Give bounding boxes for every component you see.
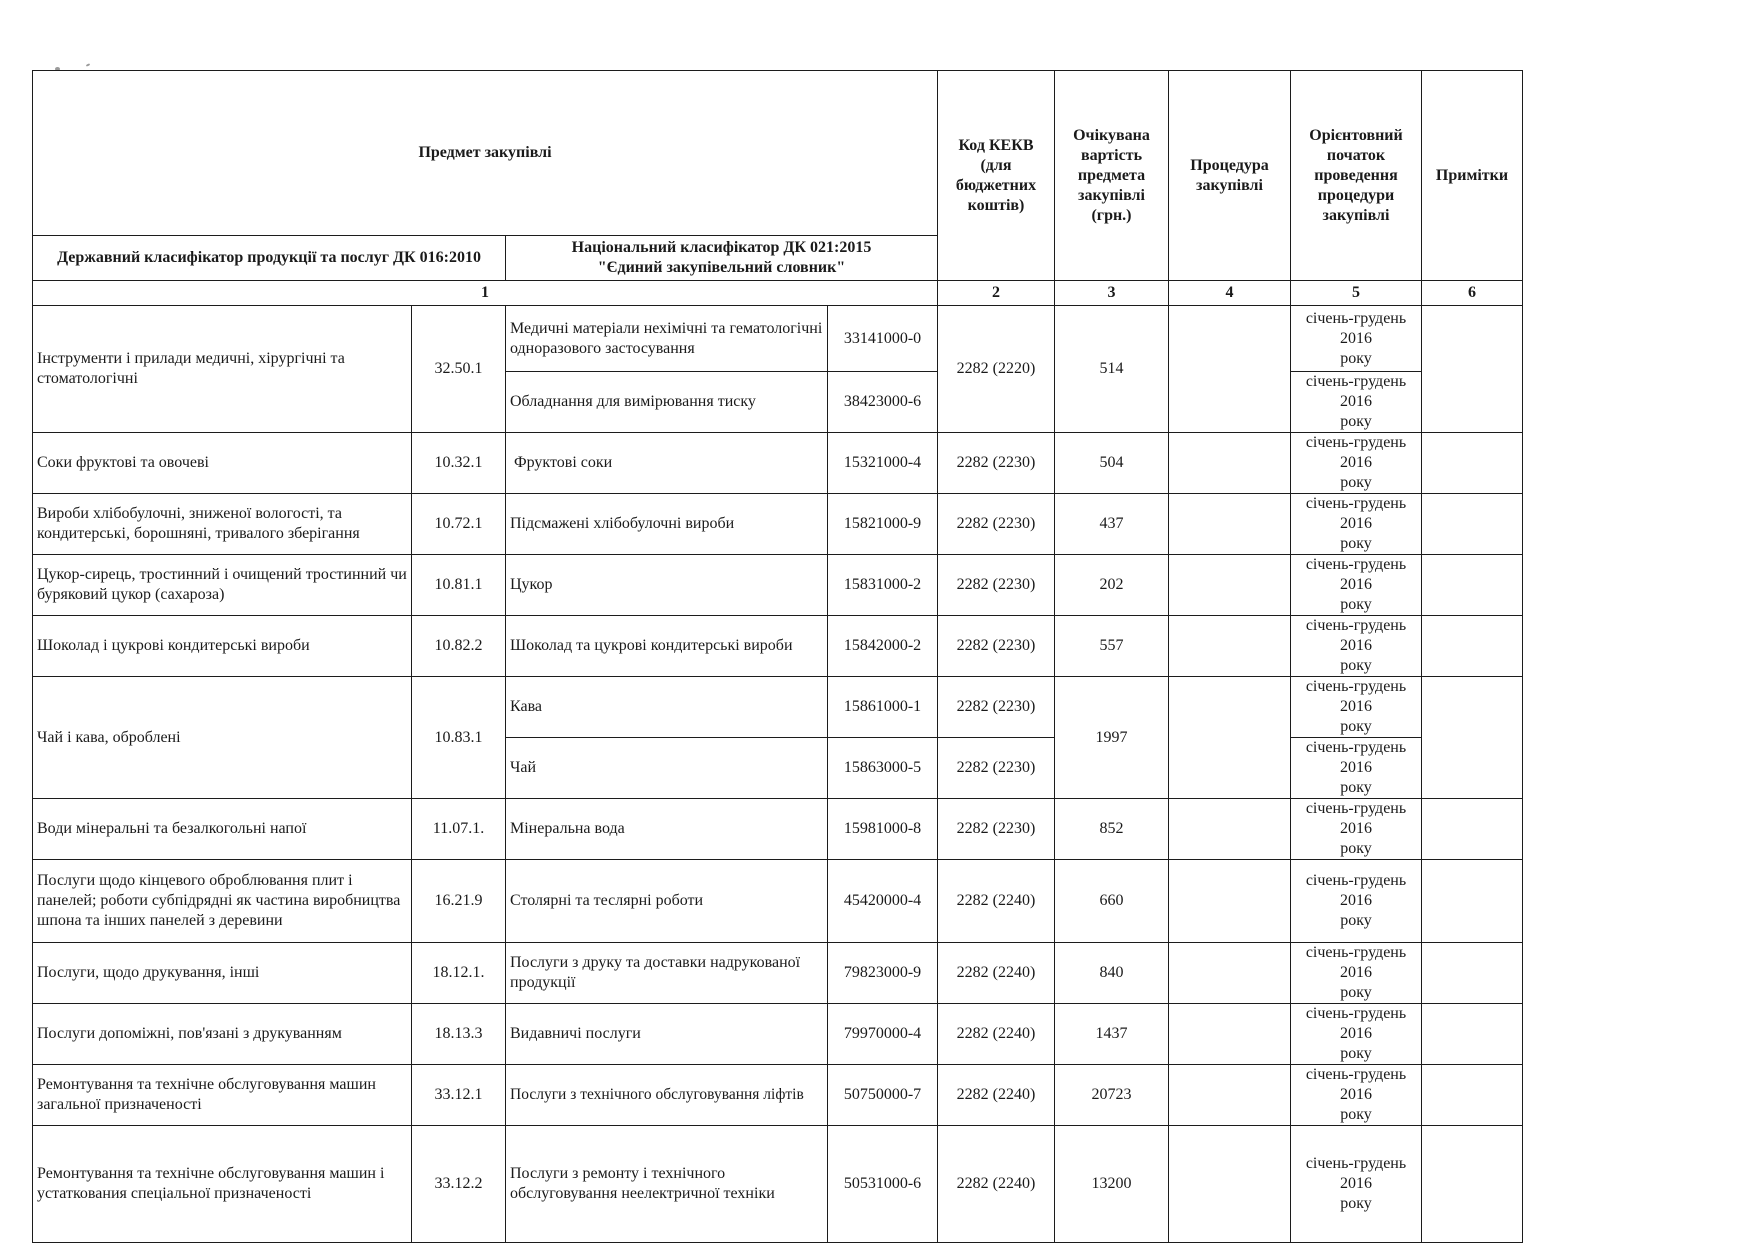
dk021-name: Послуги з друку та доставки надрукованої продукції xyxy=(506,943,828,1004)
procedure-cell xyxy=(1169,799,1291,860)
dk021-name: Обладнання для вимірювання тиску xyxy=(506,372,828,433)
notes-cell xyxy=(1422,616,1523,677)
dk016-name: Чай і кава, оброблені xyxy=(33,677,412,799)
dk021-name: Чай xyxy=(506,738,828,799)
table-row xyxy=(33,677,1523,738)
start-date xyxy=(1291,1004,1422,1065)
expected-cost: 20723 xyxy=(1055,1065,1169,1126)
start-date xyxy=(1291,494,1422,555)
expected-cost: 202 xyxy=(1055,555,1169,616)
expected-cost: 852 xyxy=(1055,799,1169,860)
date-line1: січень-грудень 2016 xyxy=(1305,1066,1407,1103)
date-line1: січень-грудень 2016 xyxy=(1305,434,1407,471)
start-date xyxy=(1291,943,1422,1004)
expected-cost: 557 xyxy=(1055,616,1169,677)
dk016-code: 18.13.3 xyxy=(412,1004,506,1065)
date-line2: року xyxy=(1340,840,1372,857)
date-line1: січень-грудень 2016 xyxy=(1305,495,1407,532)
dk021-code: 15861000-1 xyxy=(828,677,938,738)
dk016-name: Ремонтування та технічне обслуговування машин і устаткования спеціальної призначеності xyxy=(33,1126,412,1243)
expected-cost: 660 xyxy=(1055,860,1169,943)
date-line1: січень-грудень 2016 xyxy=(1305,944,1407,981)
header-start: Орієнтовний початок проведення процедури закупівлі xyxy=(1291,71,1422,281)
notes-cell xyxy=(1422,1126,1523,1243)
date-line2: року xyxy=(1340,912,1372,929)
dk021-code: 79823000-9 xyxy=(828,943,938,1004)
date-line1: січень-грудень 2016 xyxy=(1305,800,1407,837)
dk021-code: 50531000-6 xyxy=(828,1126,938,1243)
expected-cost: 514 xyxy=(1055,306,1169,433)
dk021-code: 79970000-4 xyxy=(828,1004,938,1065)
kekv-code: 2282 (2240) xyxy=(938,1004,1055,1065)
table-row xyxy=(33,799,1523,860)
expected-cost: 1437 xyxy=(1055,1004,1169,1065)
table-row xyxy=(33,306,1523,372)
expected-cost: 504 xyxy=(1055,433,1169,494)
dk021-code: 15981000-8 xyxy=(828,799,938,860)
kekv-code: 2282 (2220) xyxy=(938,306,1055,433)
expected-cost: 13200 xyxy=(1055,1126,1169,1243)
notes-cell xyxy=(1422,306,1523,433)
date-line1: січень-грудень 2016 xyxy=(1305,872,1407,909)
dk021-name: Фруктові соки xyxy=(506,433,828,494)
table-row xyxy=(33,1004,1523,1065)
dk021-name: Шоколад та цукрові кондитерські вироби xyxy=(506,616,828,677)
column-number: 5 xyxy=(1291,281,1422,306)
notes-cell xyxy=(1422,943,1523,1004)
procedure-cell xyxy=(1169,555,1291,616)
dk016-name: Ремонтування та технічне обслуговування машин загальної призначеності xyxy=(33,1065,412,1126)
start-date xyxy=(1291,1065,1422,1126)
dk021-name: Послуги з ремонту і технічного обслуговування неелектричної техніки xyxy=(506,1126,828,1243)
dk016-name: Води мінеральні та безалкогольні напої xyxy=(33,799,412,860)
dk016-code: 33.12.2 xyxy=(412,1126,506,1243)
notes-cell xyxy=(1422,494,1523,555)
dk021-code: 15863000-5 xyxy=(828,738,938,799)
procedure-cell xyxy=(1169,1004,1291,1065)
dk016-code: 16.21.9 xyxy=(412,860,506,943)
dk021-name: Підсмажені хлібобулочні вироби xyxy=(506,494,828,555)
dk016-code: 11.07.1. xyxy=(412,799,506,860)
dk021-code: 15821000-9 xyxy=(828,494,938,555)
dk016-name: Послуги допоміжні, пов'язані з друкуванням xyxy=(33,1004,412,1065)
procedure-cell xyxy=(1169,1065,1291,1126)
date-line1: січень-грудень 2016 xyxy=(1305,678,1407,715)
notes-cell xyxy=(1422,799,1523,860)
start-date xyxy=(1291,433,1422,494)
date-line2: року xyxy=(1340,718,1372,735)
dk016-code: 18.12.1. xyxy=(412,943,506,1004)
table-row xyxy=(33,860,1523,943)
dk016-name: Вироби хлібобулочні, зниженої вологості, та кондитерські, борошняні, тривалого зберігання xyxy=(33,494,412,555)
procedure-cell xyxy=(1169,860,1291,943)
column-number: 6 xyxy=(1422,281,1523,306)
notes-cell xyxy=(1422,555,1523,616)
procedure-cell xyxy=(1169,433,1291,494)
date-line2: року xyxy=(1340,1195,1372,1212)
dk016-code: 32.50.1 xyxy=(412,306,506,433)
header-expected-cost: Очікувана вартість предмета закупівлі (грн.) xyxy=(1055,71,1169,281)
dk016-code: 33.12.1 xyxy=(412,1065,506,1126)
kekv-code: 2282 (2230) xyxy=(938,677,1055,738)
date-line2: року xyxy=(1340,984,1372,1001)
expected-cost: 1997 xyxy=(1055,677,1169,799)
dk016-name: Соки фруктові та овочеві xyxy=(33,433,412,494)
kekv-code: 2282 (2230) xyxy=(938,799,1055,860)
date-line1: січень-грудень 2016 xyxy=(1305,309,1407,347)
table-row xyxy=(33,943,1523,1004)
table-row xyxy=(33,555,1523,616)
header-kekv: Код КЕКВ (для бюджетних коштів) xyxy=(938,71,1055,281)
expected-cost: 840 xyxy=(1055,943,1169,1004)
dk016-code: 10.82.2 xyxy=(412,616,506,677)
dk021-name: Мінеральна вода xyxy=(506,799,828,860)
procedure-cell xyxy=(1169,943,1291,1004)
dk021-code: 33141000-0 xyxy=(828,306,938,372)
header-subject: Предмет закупівлі xyxy=(33,71,938,236)
header-dk016: Державний класифікатор продукції та послуг ДК 016:2010 xyxy=(33,236,506,281)
start-date xyxy=(1291,616,1422,677)
start-date xyxy=(1291,799,1422,860)
date-line2: року xyxy=(1340,474,1372,491)
dk021-code: 38423000-6 xyxy=(828,372,938,433)
start-date xyxy=(1291,306,1422,372)
start-date xyxy=(1291,555,1422,616)
header-dk021-line2: "Єдиний закупівельний словник" xyxy=(597,259,846,276)
date-line2: року xyxy=(1340,1045,1372,1062)
procurement-table xyxy=(32,70,1523,1243)
date-line2: року xyxy=(1340,1106,1372,1123)
date-line2: року xyxy=(1340,779,1372,796)
notes-cell xyxy=(1422,1065,1523,1126)
notes-cell xyxy=(1422,1004,1523,1065)
header-procedure: Процедура закупівлі xyxy=(1169,71,1291,281)
header-notes: Примітки xyxy=(1422,71,1523,281)
procedure-cell xyxy=(1169,494,1291,555)
dk021-name: Цукор xyxy=(506,555,828,616)
kekv-code: 2282 (2230) xyxy=(938,433,1055,494)
kekv-code: 2282 (2230) xyxy=(938,738,1055,799)
start-date xyxy=(1291,677,1422,738)
dk016-code: 10.32.1 xyxy=(412,433,506,494)
dk021-code: 15842000-2 xyxy=(828,616,938,677)
date-line1: січень-грудень 2016 xyxy=(1305,617,1407,654)
kekv-code: 2282 (2240) xyxy=(938,860,1055,943)
kekv-code: 2282 (2230) xyxy=(938,616,1055,677)
dk021-code: 15831000-2 xyxy=(828,555,938,616)
start-date xyxy=(1291,860,1422,943)
notes-cell xyxy=(1422,677,1523,799)
expected-cost: 437 xyxy=(1055,494,1169,555)
date-line1: січень-грудень 2016 xyxy=(1305,556,1407,593)
date-line1: січень-грудень 2016 xyxy=(1305,1155,1407,1192)
date-line1: січень-грудень 2016 xyxy=(1305,373,1407,410)
date-line2: року xyxy=(1340,657,1372,674)
dk021-code: 15321000-4 xyxy=(828,433,938,494)
header-dk021 xyxy=(506,236,938,281)
dk016-name: Послуги, щодо друкування, інші xyxy=(33,943,412,1004)
column-number-row xyxy=(33,281,1523,306)
table-row xyxy=(33,616,1523,677)
date-line1: січень-грудень 2016 xyxy=(1305,1005,1407,1042)
date-line2: року xyxy=(1340,535,1372,552)
dk016-name: Шоколад і цукрові кондитерські вироби xyxy=(33,616,412,677)
kekv-code: 2282 (2240) xyxy=(938,1065,1055,1126)
start-date xyxy=(1291,1126,1422,1243)
kekv-code: 2282 (2230) xyxy=(938,555,1055,616)
procedure-cell xyxy=(1169,306,1291,433)
notes-cell xyxy=(1422,433,1523,494)
dk016-name: Інструменти і прилади медичні, хірургічні та стоматологічні xyxy=(33,306,412,433)
procedure-cell xyxy=(1169,677,1291,799)
procedure-cell xyxy=(1169,1126,1291,1243)
dk016-name: Послуги щодо кінцевого оброблювання плит і панелей; роботи субпідрядні як частина виробництва шпона та інших панелей з деревини xyxy=(33,860,412,943)
start-date xyxy=(1291,738,1422,799)
table-row xyxy=(33,1065,1523,1126)
header-dk021-line1: Національний класифікатор ДК 021:2015 xyxy=(571,239,872,256)
dk021-name: Видавничі послуги xyxy=(506,1004,828,1065)
dk021-name: Медичні матеріали нехімічні та гематологічні одноразового застосування xyxy=(506,306,828,372)
kekv-code: 2282 (2240) xyxy=(938,943,1055,1004)
column-number: 2 xyxy=(938,281,1055,306)
dk021-name: Послуги з технічного обслуговування ліфтів xyxy=(506,1065,828,1126)
dk016-name: Цукор-сирець, тростинний і очищений тростинний чи буряковий цукор (сахароза) xyxy=(33,555,412,616)
kekv-code: 2282 (2240) xyxy=(938,1126,1055,1243)
dk021-name: Столярні та теслярні роботи xyxy=(506,860,828,943)
dk016-code: 10.72.1 xyxy=(412,494,506,555)
procedure-cell xyxy=(1169,616,1291,677)
date-line2: року xyxy=(1340,349,1372,367)
date-line1: січень-грудень 2016 xyxy=(1305,739,1407,776)
dk021-name: Кава xyxy=(506,677,828,738)
column-number: 1 xyxy=(33,281,938,306)
notes-cell xyxy=(1422,860,1523,943)
column-number: 3 xyxy=(1055,281,1169,306)
dk016-code: 10.83.1 xyxy=(412,677,506,799)
table-row xyxy=(33,494,1523,555)
scan-speck xyxy=(86,63,90,67)
table-row xyxy=(33,433,1523,494)
kekv-code: 2282 (2230) xyxy=(938,494,1055,555)
column-number: 4 xyxy=(1169,281,1291,306)
table-row xyxy=(33,1126,1523,1243)
dk016-code: 10.81.1 xyxy=(412,555,506,616)
dk021-code: 50750000-7 xyxy=(828,1065,938,1126)
dk021-code: 45420000-4 xyxy=(828,860,938,943)
header-row xyxy=(33,71,1523,236)
date-line2: року xyxy=(1340,413,1372,430)
date-line2: року xyxy=(1340,596,1372,613)
start-date xyxy=(1291,372,1422,433)
